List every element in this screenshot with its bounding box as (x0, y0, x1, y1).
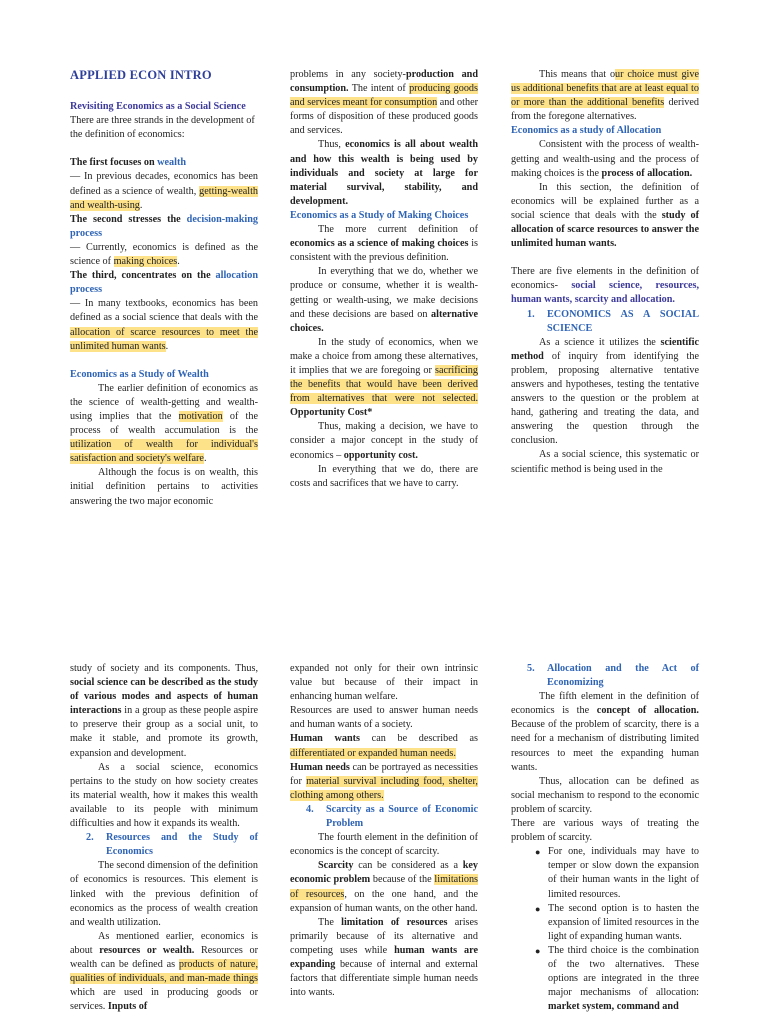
paragraph: expanded not only for their own intrinsic value but because of their impact in enhancing human welfare. (290, 663, 478, 703)
paragraph: The limitation of resources arises primarily because of its alternative and competing uses while human wants are expanding because of internal and external factors that differentiate simple human needs into wants. (290, 916, 478, 999)
paragraph: There are five elements in the definition of economics- social science, resources, human wants, scarcity and allocation. (511, 266, 699, 306)
paragraph: Thus, allocation can be defined as social mechanism to respond to the economic problem of scarcity. (511, 775, 699, 815)
paragraph: As a social science, economics pertains to the study on how society creates its material wealth, how it makes this wealth available to its people with minimum difficulties and how it expands its wealth. (70, 761, 258, 830)
heading-choices: Economics as a Study of Making Choices (290, 209, 469, 221)
paragraph: Resources are used to answer human needs and human wants of a society. (290, 705, 478, 731)
bullet-icon: ● (535, 903, 541, 914)
second-strand-label: The second stresses the decision-making process (70, 213, 258, 239)
paragraph: In everything that we do, there are costs and sacrifices that we have to carry. (290, 463, 478, 489)
document-title: APPLIED ECON INTRO (70, 68, 212, 82)
paragraph: problems in any society-production and consumption. The intent of producing goods and services meant for consumption and other forms of disposition of these produced goods and services. (290, 69, 479, 137)
heading-wealth: Economics as a Study of Wealth (70, 368, 209, 380)
paragraph: In the study of economics, when we make a choice from among these alternatives, it implies that we are foregoing or sacrificing the benefits that would have been derived from alternatives that were not selected. Opportunity Cost* (290, 336, 478, 419)
numbered-heading-2: 2. Resources and the Study of Economics (86, 832, 258, 858)
bullet-list (511, 845, 699, 1014)
column-bottom-right (511, 662, 699, 1014)
paragraph: The fifth element in the definition of economics is the concept of allocation. Because of the problem of scarcity, there is a need for a mechanism of distributing limited resources to meet the expanding human wants. (511, 691, 699, 773)
paragraph: The earlier definition of economics as the science of wealth-getting and wealth-using implies that the motivation of the process of wealth accumulation is the utilization of wealth for individual's satisfaction and society's welfare. (70, 382, 259, 465)
numbered-heading-5: 5. Allocation and the Act of Economizing (527, 663, 699, 689)
bullet-icon: ● (535, 847, 541, 858)
paragraph: The fourth element in the definition of economics is the concept of scarcity. (290, 832, 478, 858)
first-strand-label: The first focuses on wealth (70, 157, 187, 169)
list-item: ● The third choice is the combination of the two alternatives. These options are integrated in the three major mechanisms of allocation: market system, command and (511, 944, 699, 1014)
paragraph: — Currently, economics is defined as the science of making choices. (70, 241, 258, 268)
column-top-middle (290, 68, 478, 491)
column-bottom-left (70, 662, 258, 1014)
paragraph: The more current definition of economics as a science of making choices is consistent with the previous definition. (290, 224, 478, 264)
paragraph: Human wants can be described as differentiated or expanded human needs. (290, 733, 478, 759)
paragraph: study of society and its components. Thus, social science can be described as the study of various modes and aspects of human interactions in a group as these people aspire to preserve their group as a social unit, to make it stable, and promote its growth, expansion and development. (70, 663, 258, 759)
paragraph: Thus, economics is all about wealth and how this wealth is being used by individuals and society at large for material survival, stability, and development. (290, 139, 479, 207)
heading-allocation: Economics as a study of Allocation (511, 125, 662, 137)
list-item: ● The second option is to hasten the expansion of limited resources in the light of expanding human wants. (511, 902, 699, 944)
paragraph: As a social science, this systematic or scientific method is being used in the (511, 449, 699, 475)
paragraph: Thus, making a decision, we have to consider a major concept in the study of economics – opportunity cost. (290, 421, 478, 461)
column-bottom-middle (290, 662, 478, 1000)
paragraph: There are three strands in the development of the definition of economics: (70, 115, 255, 141)
paragraph: Consistent with the process of wealth-getting and wealth-using and the process of making choices is the process of allocation. (511, 139, 699, 179)
paragraph: As a science it utilizes the scientific method of inquiry from identifying the problem, proposing alternative tentative answers and hypotheses, testing the tentative answers to the question or the problem at hand, gathering and treating the data, and answering the question through the conclusion. (511, 336, 699, 447)
paragraph: As mentioned earlier, economics is about resources or wealth. Resources or wealth can be defined as products of nature, qualities of individuals, and man-made things which are used in producing goods or services. Inputs of (70, 930, 258, 1013)
list-item: ● For one, individuals may have to temper or slow down the expansion of their human wants in the light of limited resources. (511, 845, 699, 901)
paragraph: This means that our choice must give us additional benefits that are at least equal to or more than the additional benefits derived from the foregone alternatives. (511, 69, 699, 123)
column-top-left (70, 68, 258, 509)
paragraph: The second dimension of the definition of economics is resources. This element is linked with the previous definition of economics as the process of wealth creation and wealth utilization. (70, 860, 258, 928)
paragraph: There are various ways of treating the problem of scarcity. (511, 818, 699, 844)
paragraph: In everything that we do, whether we produce or consume, whether it is wealth-getting or wealth-using, we make decisions and these decisions are based on alternative choices. (290, 266, 478, 334)
numbered-heading-1: 1. ECONOMICS AS A SOCIAL SCIENCE (527, 308, 699, 334)
paragraph: Although the focus is on wealth, this initial definition pertains to activities answering the two major economic (70, 467, 258, 507)
paragraph: — In previous decades, economics has been defined as a science of wealth, getting-wealth and wealth-using. (70, 171, 258, 211)
heading-revisiting: Revisiting Economics as a Social Science (70, 101, 246, 113)
paragraph: Scarcity can be considered as a key economic problem because of the limitations of resources, on the one hand, and the expansion of human wants, on the other hand. (290, 860, 479, 914)
bullet-icon: ● (535, 945, 541, 956)
third-strand-label: The third, concentrates on the allocation process (70, 270, 258, 296)
paragraph: Human needs can be portrayed as necessities for material survival including food, shelter, clothing among others. (290, 761, 478, 801)
numbered-heading-4: 4. Scarcity as a Source of Economic Problem (306, 803, 478, 830)
paragraph: — In many textbooks, economics has been defined as a social science that deals with the allocation of scarce resources to meet the unlimited human wants. (70, 298, 258, 352)
paragraph: In this section, the definition of economics will be explained further as a social science that deals with the study of allocation of scarce resources to answer the unlimited human wants. (511, 181, 699, 250)
column-top-right (511, 68, 699, 477)
